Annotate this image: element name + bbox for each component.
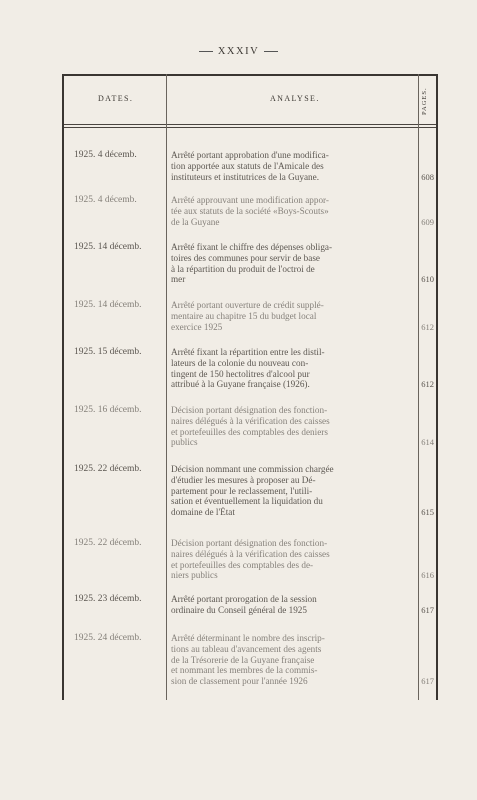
entry-page-ref: 612 bbox=[421, 379, 434, 390]
entry-analysis-line: et nommant les membres de la commis- bbox=[171, 665, 318, 676]
entry-analysis-line: instituteurs et institutrices de la Guyane. bbox=[171, 171, 319, 182]
entry-page-ref: 617 bbox=[421, 676, 434, 687]
entry-date: 1925. 22 décemb. bbox=[74, 464, 142, 474]
entry-analysis-line: lateurs de la colonie du nouveau con- bbox=[171, 357, 309, 368]
entry-analysis-line: Arrêté portant approbation d'une modifica- bbox=[171, 150, 329, 160]
entry-analysis-line: Arrêté portant prorogation de la session bbox=[171, 594, 317, 604]
entry-analysis-line: domaine de l'État bbox=[171, 507, 235, 518]
entry-analysis-line: de la Guyane bbox=[171, 216, 220, 227]
entry-analysis bbox=[171, 538, 415, 581]
entry-analysis bbox=[171, 633, 415, 687]
entry-page-ref: 615 bbox=[421, 507, 434, 518]
entry-analysis-line: et portefeuilles des comptables des deniers bbox=[171, 426, 328, 437]
entry-analysis-line: partement pour le reclassement, l'utili- bbox=[171, 485, 313, 496]
entry-analysis-line: toires des communes pour servir de base bbox=[171, 252, 321, 263]
entry-analysis-line: et portefeuilles des comptables des de- bbox=[171, 559, 314, 570]
entry-date: 1925. 23 décemb. bbox=[74, 594, 142, 604]
entry-date: 1925. 14 décemb. bbox=[74, 300, 142, 310]
entry-date: 1925. 16 décemb. bbox=[74, 405, 142, 415]
page-number bbox=[0, 46, 477, 57]
entry-analysis-line: naires délégués à la vérification des caisses bbox=[171, 415, 330, 426]
entry-analysis bbox=[171, 594, 415, 616]
entry-analysis-line: tée aux statuts de la société «Boys-Scouts» bbox=[171, 205, 329, 216]
header-rule bbox=[64, 124, 436, 125]
entry-date: 1925. 4 décemb. bbox=[74, 195, 137, 205]
entry-analysis-line: Arrêté approuvant une modification appor- bbox=[171, 195, 329, 205]
entry-page-ref: 610 bbox=[421, 274, 434, 285]
entry-page-ref: 616 bbox=[421, 570, 434, 581]
entry-analysis-line: tion apportée aux statuts de l'Amicale des bbox=[171, 160, 324, 171]
column-header-pages: PAGES. bbox=[421, 87, 428, 115]
entry-analysis-line: Arrêté fixant la répartition entre les distil- bbox=[171, 347, 325, 357]
dash-left bbox=[199, 51, 213, 52]
index-table bbox=[62, 74, 438, 700]
entry-analysis-line: mentaire au chapitre 15 du budget local bbox=[171, 310, 317, 321]
entry-analysis-line: tions au tableau d'avancement des agents bbox=[171, 643, 322, 654]
entry-analysis-line: Décision nommant une commission chargée bbox=[171, 464, 334, 474]
entry-analysis-line: Décision portant désignation des fonction- bbox=[171, 538, 328, 548]
entry-analysis-line: niers publics bbox=[171, 570, 218, 581]
entry-analysis-line: mer bbox=[171, 274, 186, 285]
entry-date: 1925. 14 décemb. bbox=[74, 242, 142, 252]
column-header-analyse: ANALYSE. bbox=[270, 94, 320, 103]
top-rule bbox=[64, 74, 436, 76]
column-divider-pages bbox=[418, 74, 419, 700]
entry-analysis-line: de la Trésorerie de la Guyane française bbox=[171, 654, 315, 665]
entry-analysis bbox=[171, 300, 415, 332]
entry-analysis bbox=[171, 242, 415, 285]
entry-analysis-line: sation et éventuellement la liquidation du bbox=[171, 496, 323, 507]
entry-analysis-line: publics bbox=[171, 437, 198, 448]
entry-analysis-line: Arrêté fixant le chiffre des dépenses obliga- bbox=[171, 242, 333, 252]
page-number-text: XXXIV bbox=[217, 46, 260, 57]
entry-date: 1925. 22 décemb. bbox=[74, 538, 142, 548]
column-divider-dates bbox=[166, 74, 167, 700]
entry-date: 1925. 24 décemb. bbox=[74, 633, 142, 643]
entry-page-ref: 609 bbox=[421, 216, 434, 227]
entry-page-ref: 614 bbox=[421, 437, 434, 448]
dash-right bbox=[264, 51, 278, 52]
entry-analysis bbox=[171, 464, 415, 518]
header-rule-double bbox=[64, 127, 436, 128]
entry-analysis bbox=[171, 347, 415, 390]
entry-analysis-line: tingent de 150 hectolitres d'alcool pur bbox=[171, 368, 310, 379]
entry-date: 1925. 4 décemb. bbox=[74, 150, 137, 160]
entry-page-ref: 612 bbox=[421, 321, 434, 332]
entry-analysis-line: Arrêté déterminant le nombre des inscrip- bbox=[171, 633, 325, 643]
entry-analysis-line: attribué à la Guyane française (1926). bbox=[171, 379, 310, 390]
entry-analysis bbox=[171, 195, 415, 227]
entry-date: 1925. 15 décemb. bbox=[74, 347, 142, 357]
entry-analysis bbox=[171, 150, 415, 182]
entry-analysis bbox=[171, 405, 415, 448]
entry-analysis-line: Arrêté portant ouverture de crédit supplé- bbox=[171, 300, 324, 310]
entry-analysis-line: sion de classement pour l'année 1926 bbox=[171, 676, 308, 687]
entry-analysis-line: Décision portant désignation des fonction- bbox=[171, 405, 328, 415]
entry-analysis-line: à la répartition du produit de l'octroi de bbox=[171, 263, 315, 274]
entry-page-ref: 608 bbox=[421, 171, 434, 182]
entry-analysis-line: d'étudier les mesures à proposer au Dé- bbox=[171, 474, 316, 485]
entry-page-ref: 617 bbox=[421, 604, 434, 615]
entry-analysis-line: exercice 1925 bbox=[171, 321, 223, 332]
column-header-dates: DATES. bbox=[98, 94, 134, 103]
entry-analysis-line: naires délégués à la vérification des caisses bbox=[171, 548, 330, 559]
entry-analysis-line: ordinaire du Conseil général de 1925 bbox=[171, 604, 307, 615]
